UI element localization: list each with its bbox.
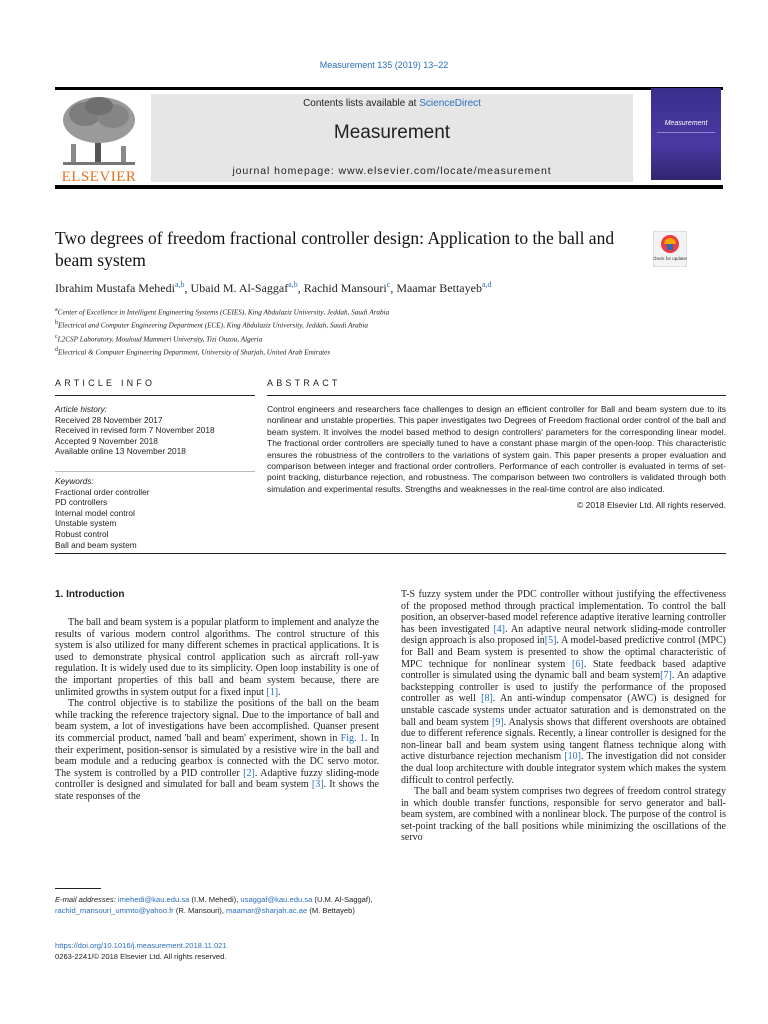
abstract-copyright: © 2018 Elsevier Ltd. All rights reserved. (577, 500, 726, 511)
article-title: Two degrees of freedom fractional controller design: Application to the ball and beam system (55, 228, 615, 270)
body-text: . The investigation did not consider the dual loop architecture with double integrator system which makes the system difficult to control perfectly. (401, 751, 726, 786)
author-affiliation-marker[interactable]: c (386, 280, 391, 289)
author-separator: , (184, 281, 191, 295)
body-text: . A model-based predictive control (MPC) for Ball and Beam system is presented to show the optimal characteristic of MPC technique for nonlinear system (401, 635, 726, 670)
body-text: . Adaptive fuzzy sliding-mode controller is designed and simulated for ball and beam system (55, 767, 379, 791)
affiliation-text: Electrical & Computer Engineering Department, University of Sharjah, United Arab Emirates (58, 348, 331, 357)
body-text: T-S fuzzy system under the PDC controller without justifying the effectiveness of the proposed method through practical implementation. To control the ball position, an observer-based model reference adaptive iterative learning controller has been investigated (401, 589, 726, 635)
footnote-text: (R. Mansouri), (173, 905, 227, 915)
article-history (55, 404, 255, 457)
author-name[interactable]: Rachid Mansouri (303, 281, 387, 295)
citation-link[interactable]: Fig. 1 (340, 732, 365, 744)
author-name[interactable]: Ubaid M. Al-Saggaf (190, 281, 289, 295)
elsevier-logo[interactable] (55, 94, 143, 186)
citation-link[interactable]: [6] (572, 658, 584, 670)
citation-link[interactable]: [9] (491, 716, 504, 728)
affiliation-marker: c (55, 333, 58, 340)
history-item: Available online 13 November 2018 (55, 446, 186, 457)
affiliation-item (55, 332, 695, 345)
author-name[interactable]: Maamar Bettayeb (396, 281, 482, 295)
affiliation-text: Electrical and Computer Engineering Department (ECE), King Abdulaziz University, Jeddah, Saudi Arabia (58, 321, 368, 330)
check-for-updates-badge[interactable] (653, 231, 687, 267)
affiliation-item (55, 305, 695, 318)
contents-prefix: Contents lists available at (303, 98, 420, 109)
body-text: The control objective is to stabilize the positions of the ball on the beam while tracking the reference trajectory signal. Due to the importance of ball and beam system, a lot of investigations have been accomplished. Quanser present its commercial product, named 'ball and beam' experiment, shown in (55, 698, 379, 744)
email-link[interactable]: imehedi@kau.edu.sa (117, 895, 190, 904)
email-footnote (55, 895, 380, 916)
citation-link[interactable]: [4] (493, 623, 505, 635)
check-for-updates-icon (653, 231, 687, 267)
author-name[interactable]: Ibrahim Mustafa Mehedi (55, 281, 175, 295)
affiliation-marker: b (55, 320, 58, 327)
journal-reference-link[interactable]: Measurement 135 (2019) 13–22 (319, 60, 449, 70)
affiliation-item (55, 345, 695, 358)
doi-link[interactable]: https://doi.org/10.1016/j.measurement.2018.11.021 (55, 941, 227, 950)
issn-line: 0263-2241/© 2018 Elsevier Ltd. All rights reserved. (55, 951, 227, 961)
keyword-item: Ball and beam system (55, 539, 137, 550)
abstract-block (267, 404, 726, 512)
elsevier-wordmark: ELSEVIER (61, 169, 137, 185)
keywords-list (55, 487, 255, 551)
author-affiliation-marker[interactable]: a,d (481, 280, 492, 289)
cover-title: Measurement (664, 120, 708, 127)
body-text: . State feedback based adaptive controller is simulated using the dynamic ball and beam system (401, 658, 726, 682)
body-text: . It shows the state responses of the (55, 779, 379, 802)
email-link[interactable]: maamar@sharjah.ac.ae (226, 905, 308, 915)
body-text: . In their experiment, position-sensor is simulated by a resistive wire in the ball and beam module and a reducing gearbox is connected with the DC servo motor. The system is controlled by a PID controller (55, 732, 379, 779)
footnote-text: (I.M. Mehedi), (189, 895, 241, 904)
journal-cover-image[interactable] (651, 88, 721, 180)
journal-homepage[interactable]: journal homepage: www.elsevier.com/locate/measurement (232, 165, 552, 177)
history-item: Received 28 November 2017 (55, 414, 163, 425)
keywords-label: Keywords: (55, 476, 94, 486)
body-paragraph (401, 589, 726, 786)
footnote-text: (U.M. Al-Saggaf), (312, 895, 373, 904)
body-text: The ball and beam system comprises two degrees of freedom control strategy in which double transfer functions, responsible for servo generator and ball-beam system, are combined with a nonlinear block. The purpose of the control is set-point tracking of the ball positions while minimizing the oscillations of the servo (401, 786, 726, 844)
body-paragraph (55, 698, 379, 802)
author-separator: , (390, 281, 397, 295)
cover-stripe (657, 132, 715, 133)
body-text: . An adaptive backstepping controller is used to justify the performance of the proposed controller as well (401, 670, 726, 705)
info-divider (55, 471, 255, 472)
abstract-heading: ABSTRACT (267, 378, 341, 388)
contents-availability (151, 98, 633, 109)
body-text: . Analysis shows that different overshoots are obtained due to different reference signals. Recently, a linear controller is designed for the non-linear ball and beam system using tangent flatness technique along with active disturbance rejection mechanism (401, 716, 726, 763)
author-separator: , (297, 281, 304, 295)
author-affiliation-marker[interactable]: a,b (288, 280, 298, 289)
body-text: . (278, 686, 281, 698)
citation-link[interactable]: [10] (564, 751, 581, 763)
citation-link[interactable]: [8] (481, 693, 493, 705)
affiliation-text: L2CSP Laboratory, Mouloud Mammeri University, Tizi Ouzou, Algeria (57, 335, 263, 344)
header-top-rule (55, 87, 723, 90)
abstract-rule (267, 395, 726, 396)
author-affiliation-marker[interactable]: a,b (174, 280, 185, 289)
intro-left-column (55, 617, 379, 803)
keyword-item: PD controllers (55, 497, 108, 508)
author-list (55, 280, 695, 296)
intro-right-column (401, 589, 726, 844)
footnote-text: (M. Bettayeb) (307, 905, 355, 915)
keyword-item: Fractional order controller (55, 486, 150, 497)
email-link[interactable]: usaggaf@kau.edu.sa (240, 895, 313, 904)
citation-link[interactable]: [5] (544, 635, 557, 647)
citation-link[interactable]: [7] (660, 670, 672, 682)
email-link[interactable]: rachid_mansouri_ummto@yahoo.fr (55, 905, 174, 915)
header-bottom-rule (55, 185, 723, 189)
body-text: . An adaptive neural network sliding-mode controller design approach is also proposed in (401, 623, 726, 647)
body-text: The ball and beam system is a popular platform to implement and analyze the results of various modern control algorithms. The control structure of this system is also utilized for many different schemes in practical applications. It is used to demonstrate physical control application such as aircraft roll-yaw regulation. It is widely used due to its simplicity. Open loop instability is one of the important properties of this ball and beam system because, there are unlimited growths in system output for a fixed input (55, 617, 379, 698)
footnote-text: E-mail addresses: (55, 895, 118, 904)
affiliation-marker: d (55, 347, 58, 354)
footnote-rule (55, 888, 101, 889)
body-paragraph (401, 786, 726, 844)
history-item: Accepted 9 November 2018 (55, 435, 158, 446)
article-info-heading: ARTICLE INFO (55, 378, 156, 388)
keyword-item: Robust control (55, 528, 109, 539)
keyword-item: Unstable system (55, 518, 117, 529)
history-item: Received in revised form 7 November 2018 (55, 425, 215, 436)
affiliation-marker: a (55, 307, 58, 313)
citation-link[interactable]: [1] (266, 686, 279, 698)
keyword-item: Internal model control (55, 507, 135, 518)
sciencedirect-link[interactable]: ScienceDirect (419, 98, 481, 109)
journal-reference[interactable] (0, 60, 768, 70)
body-text: . An anti-windup compensator (AWC) is designed for unstable cascade systems under actuator saturation and is demonstrated on the ball and beam system (401, 693, 727, 728)
tree-logo-icon (55, 94, 143, 168)
intro-heading: 1. Introduction (55, 589, 125, 600)
citation-link[interactable]: [2] (243, 767, 255, 779)
journal-name: Measurement (333, 122, 451, 143)
doi-block (55, 941, 227, 962)
abstract-text: Control engineers and researchers face challenges to design an efficient controller for Ball and beam system due to its nonlinear and unstable properties. This paper investigates two Degrees of Freedom fractional order control of the ball and beam system. It involves the model based method to design controllers' parameters for the corresponding linear model. The fractional order controllers are specially tuned to have a constant phase margin of the open-loop. This characteristic ensures the robustness of the controllers to the variations of system gain. This paper presents a proper evaluation and comparison between integer and fractional order controllers. Performance of each controller is evaluated in terms of set-point tracking, disturbance rejection, and robustness. The comparison between two controllers is validated through both simulation and experimental results. Strengths and weaknesses in the real-time control are also indicated. (267, 404, 726, 494)
badge-text: Check for updates (653, 256, 687, 261)
history-list (55, 415, 255, 457)
article-info-rule (55, 395, 255, 396)
affiliation-item (55, 318, 695, 331)
affiliation-list (55, 305, 695, 359)
abstract-bottom-rule (55, 553, 726, 554)
history-label: Article history: (55, 404, 108, 414)
keywords-block (55, 476, 255, 550)
affiliation-text: Center of Excellence in Intelligent Engineering Systems (CEIES), King Abdulaziz University, Jeddah, Saudi Arabia (57, 308, 390, 317)
citation-link[interactable]: [3] (311, 779, 324, 791)
journal-banner (151, 94, 633, 182)
body-paragraph (55, 617, 379, 698)
